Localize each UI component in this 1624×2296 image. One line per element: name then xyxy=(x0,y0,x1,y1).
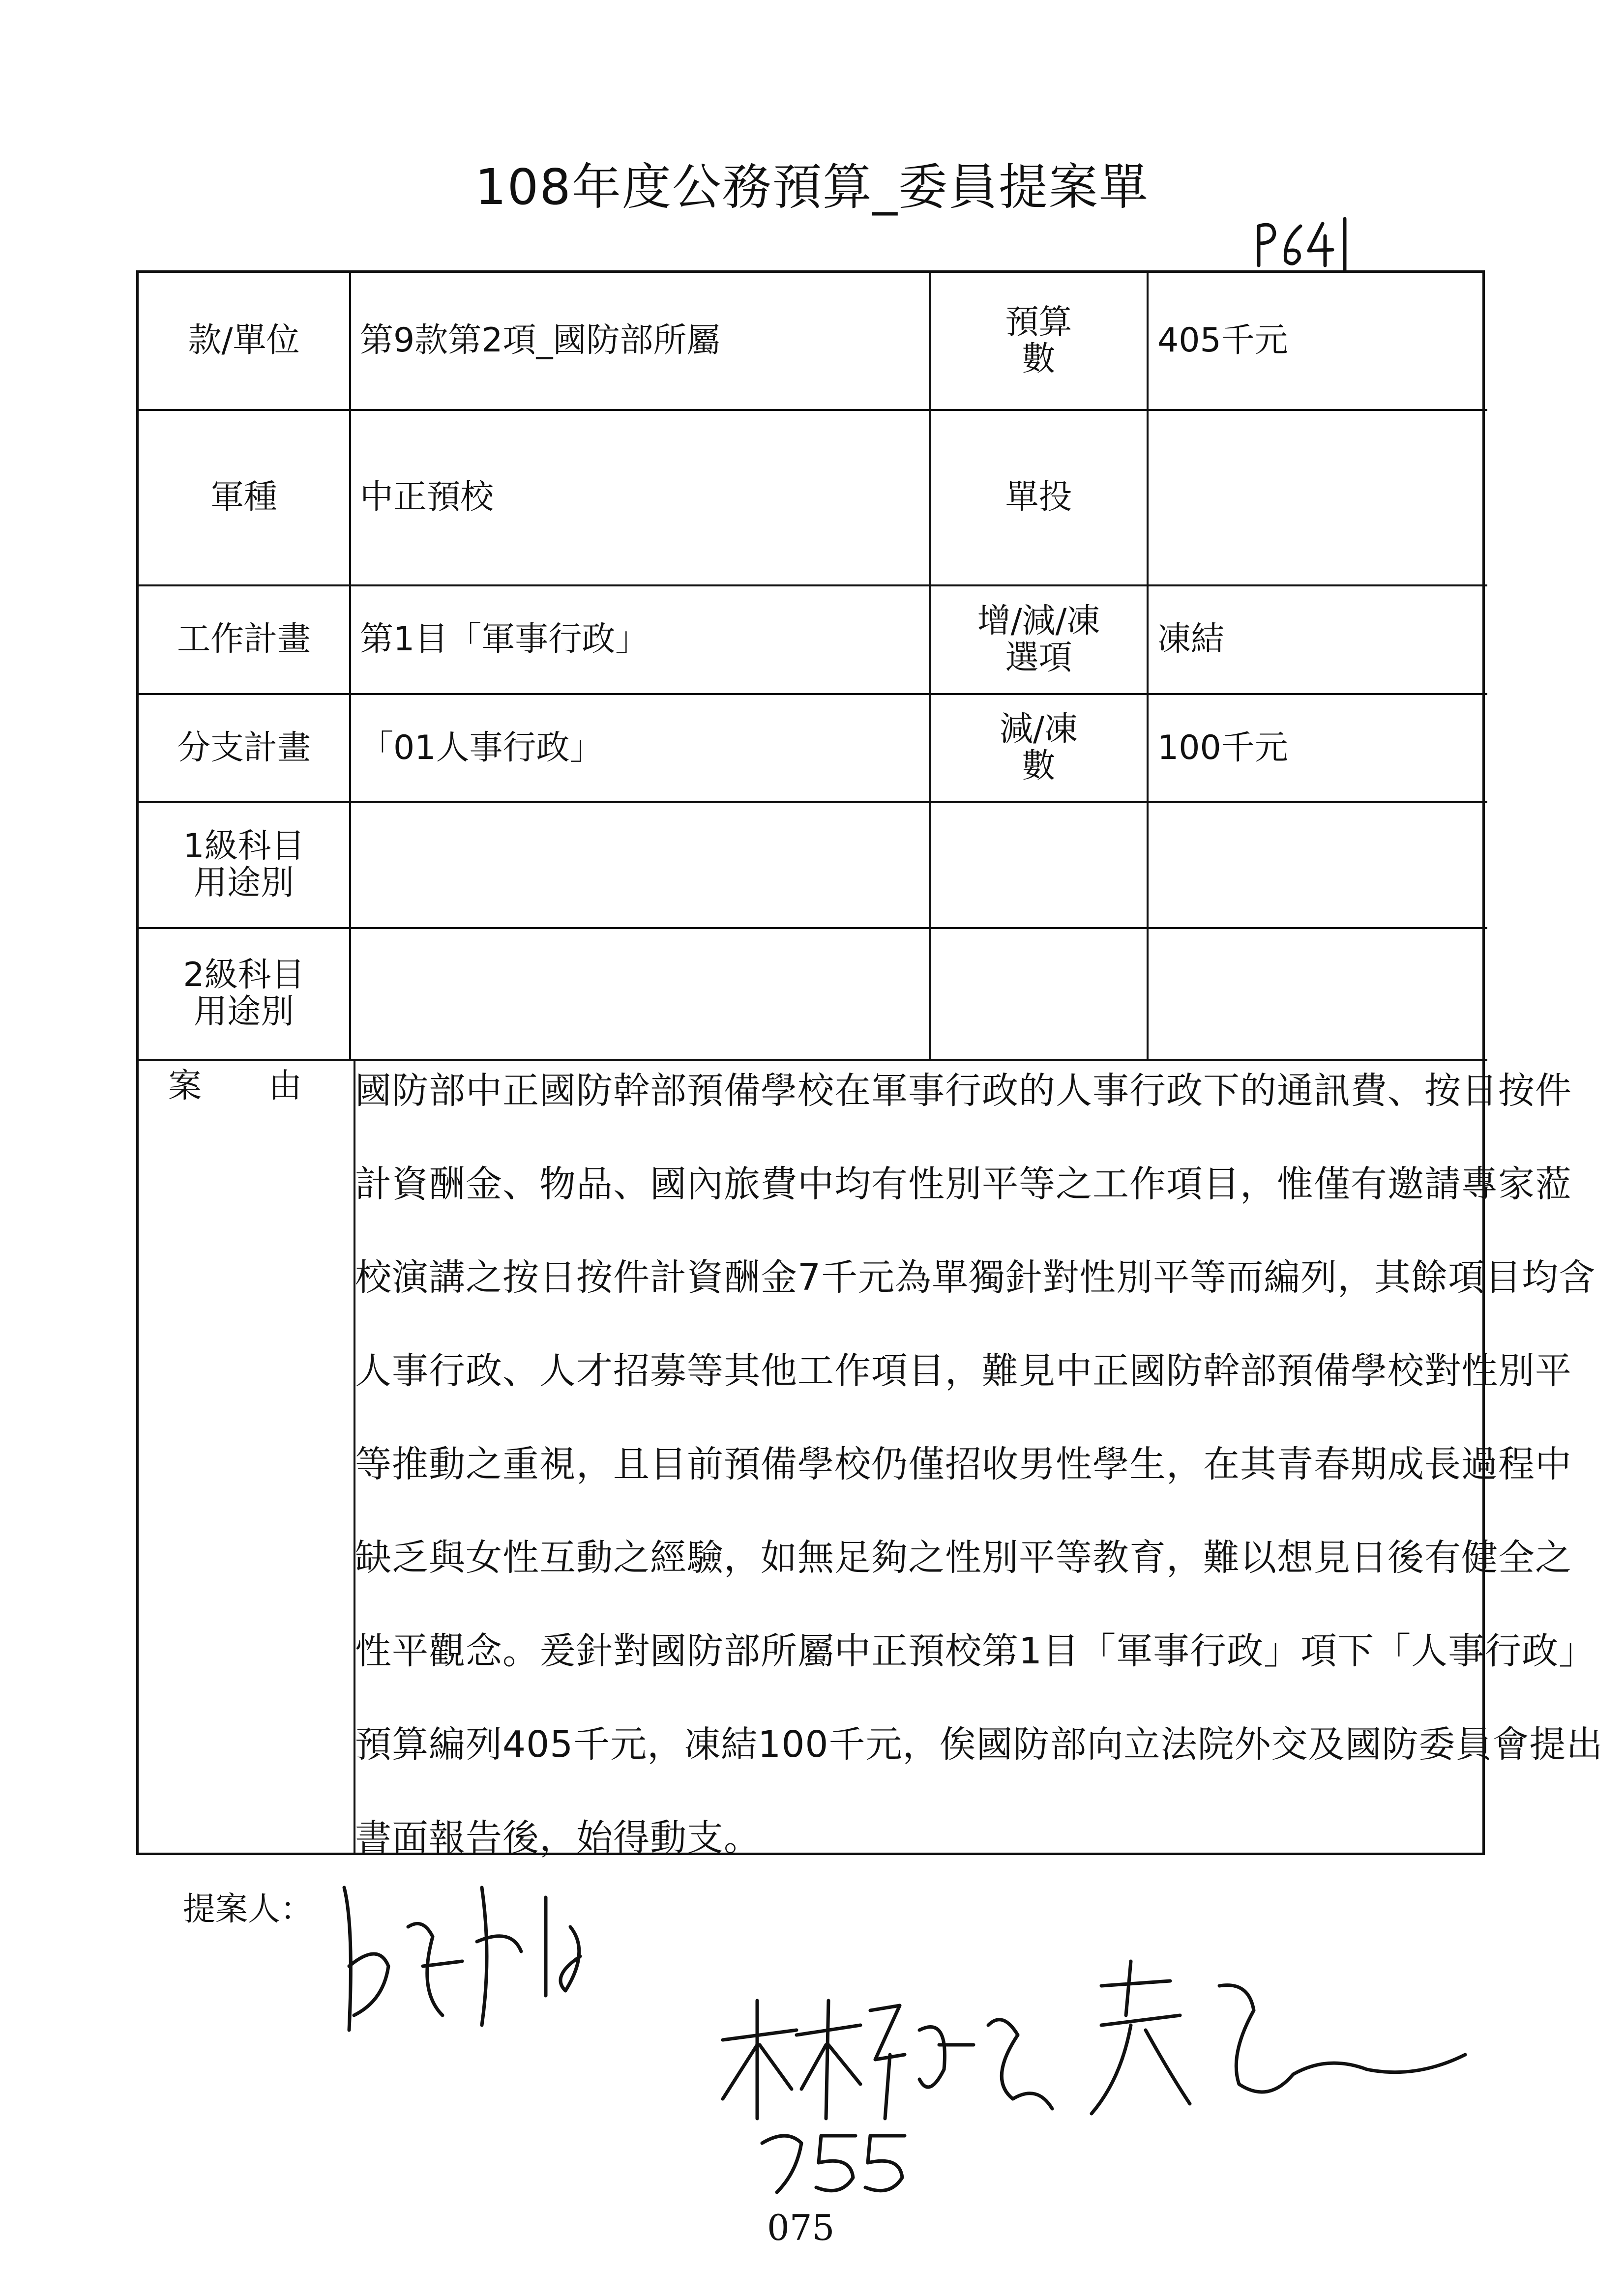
label-level2-account: 2級科目 用途別 xyxy=(183,956,305,1031)
case-text-line: 國防部中正國防幹部預備學校在軍事行政的人事行政下的通訊費、按日按件 xyxy=(355,1070,1572,1112)
value-reduce-freeze-amount: 100千元 xyxy=(1157,728,1288,767)
case-text-line: 書面報告後，始得動支。 xyxy=(355,1817,761,1859)
handwritten-page-mark xyxy=(1254,216,1352,275)
label-branch-plan: 分支計畫 xyxy=(177,728,311,767)
value-budget-amount: 405千元 xyxy=(1157,321,1288,360)
case-text-line: 等推動之重視，且目前預備學校仍僅招收男性學生，在其青春期成長過程中 xyxy=(355,1443,1572,1485)
label-action-option: 增/減/凍 選項 xyxy=(977,601,1100,677)
case-text-line: 計資酬金、物品、國內旅費中均有性別平等之工作項目，惟僅有邀請專家蒞 xyxy=(355,1163,1572,1205)
proposal-form-table xyxy=(136,270,1603,1859)
label-service-branch: 軍種 xyxy=(210,478,277,517)
handwritten-number xyxy=(757,2128,915,2202)
label-case-reason: 案 由 xyxy=(168,1066,302,1105)
label-budget-amount: 預算 數 xyxy=(1005,302,1072,378)
case-text-line: 校演講之按日按件計資酬金7千元為單獨針對性別平等而編列，其餘項目均含 xyxy=(355,1256,1596,1299)
value-service-branch: 中正預校 xyxy=(360,478,494,517)
label-level1-account: 1級科目 用途別 xyxy=(183,827,305,902)
case-text-line: 性平觀念。爰針對國防部所屬中正預校第1目「軍事行政」項下「人事行政」 xyxy=(355,1630,1596,1672)
value-action-option: 凍結 xyxy=(1157,620,1225,659)
case-text-line: 缺乏與女性互動之經驗，如無足夠之性別平等教育，難以想見日後有健全之 xyxy=(355,1537,1572,1579)
label-unit-investment: 單投 xyxy=(1005,478,1072,517)
signature-2 xyxy=(713,1971,1057,2133)
case-text-line: 人事行政、人才招募等其他工作項目，難見中正國防幹部預備學校對性別平 xyxy=(355,1350,1572,1392)
value-section-unit: 第9款第2項_國防部所屬 xyxy=(360,321,720,360)
document-title: 108年度公務預算_委員提案單 xyxy=(475,158,1149,216)
value-unit-investment xyxy=(1149,411,1487,584)
label-work-plan: 工作計畫 xyxy=(177,620,311,659)
value-work-plan: 第1目「軍事行政」 xyxy=(360,620,649,659)
case-text-line: 預算編列405千元，凍結100千元，俟國防部向立法院外交及國防委員會提出 xyxy=(355,1723,1603,1766)
signature-1 xyxy=(334,1868,610,2055)
label-reduce-freeze-amount: 減/凍 數 xyxy=(1000,710,1078,785)
proposer-label: 提案人： xyxy=(183,1890,313,1928)
value-branch-plan: 「01人事行政」 xyxy=(360,728,603,767)
signature-3 xyxy=(1072,1956,1475,2133)
label-section-unit: 款/單位 xyxy=(188,321,300,360)
page-number: 075 xyxy=(767,2207,835,2248)
